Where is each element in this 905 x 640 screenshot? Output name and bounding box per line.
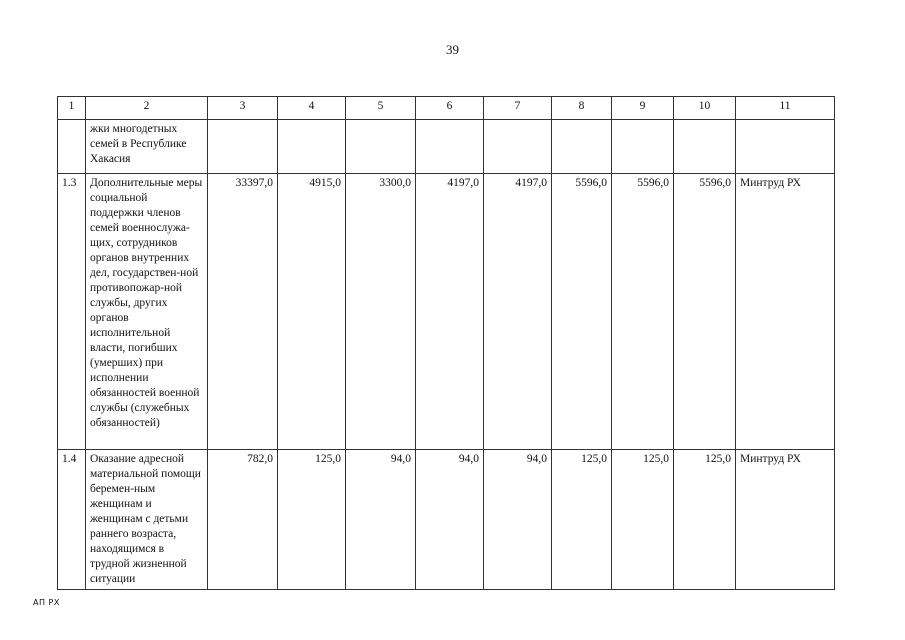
value-cell: 125,0 bbox=[552, 450, 612, 590]
value-cell: 94,0 bbox=[484, 450, 552, 590]
column-header: 1 bbox=[58, 97, 86, 120]
column-header: 4 bbox=[278, 97, 346, 120]
value-cell: 33397,0 bbox=[208, 174, 278, 450]
value-cell: 782,0 bbox=[208, 450, 278, 590]
value-cell: 4915,0 bbox=[278, 174, 346, 450]
value-cell: 3300,0 bbox=[346, 174, 416, 450]
value-cell bbox=[674, 120, 736, 174]
value-cell: 125,0 bbox=[612, 450, 674, 590]
page-number: 39 bbox=[446, 42, 459, 57]
program-table bbox=[57, 96, 835, 590]
row-index: 1.3 bbox=[58, 174, 86, 450]
value-cell bbox=[346, 120, 416, 174]
column-header: 6 bbox=[416, 97, 484, 120]
row-name: Оказание адресной материальной помощи беремен-ным женщинам и женщинам с детьми раннего возраста, находящимся в трудной жизненной ситуации bbox=[86, 450, 208, 590]
table-row bbox=[58, 120, 835, 174]
column-header: 10 bbox=[674, 97, 736, 120]
value-cell bbox=[612, 120, 674, 174]
table-row bbox=[58, 174, 835, 450]
value-cell bbox=[552, 120, 612, 174]
value-cell: 94,0 bbox=[416, 450, 484, 590]
column-header: 2 bbox=[86, 97, 208, 120]
value-cell: 125,0 bbox=[278, 450, 346, 590]
column-header: 7 bbox=[484, 97, 552, 120]
value-cell bbox=[484, 120, 552, 174]
row-index: 1.4 bbox=[58, 450, 86, 590]
column-header: 3 bbox=[208, 97, 278, 120]
row-index bbox=[58, 120, 86, 174]
footer-mark: АП РХ bbox=[33, 598, 60, 607]
value-cell: 5596,0 bbox=[552, 174, 612, 450]
value-cell: 5596,0 bbox=[674, 174, 736, 450]
column-header: 5 bbox=[346, 97, 416, 120]
value-cell bbox=[208, 120, 278, 174]
column-header: 11 bbox=[736, 97, 835, 120]
value-cell: 4197,0 bbox=[416, 174, 484, 450]
row-name: жки многодетных семей в Республике Хакасия bbox=[86, 120, 208, 174]
table-header-row bbox=[58, 97, 835, 120]
value-cell bbox=[416, 120, 484, 174]
value-cell: 94,0 bbox=[346, 450, 416, 590]
value-cell: 5596,0 bbox=[612, 174, 674, 450]
column-header: 9 bbox=[612, 97, 674, 120]
value-cell bbox=[278, 120, 346, 174]
executor-cell bbox=[736, 120, 835, 174]
value-cell: 125,0 bbox=[674, 450, 736, 590]
executor-cell: Минтруд РХ bbox=[736, 450, 835, 590]
executor-cell: Минтруд РХ bbox=[736, 174, 835, 450]
row-name: Дополнительные меры социальной поддержки членов семей военнослужа-щих, сотрудников органов внутренних дел, государствен-ной противопожар-ной службы, других органов исполнительной власти, погибших (умерших) при исполнении обязанностей военной службы (служебных обязанностей) bbox=[86, 174, 208, 450]
column-header: 8 bbox=[552, 97, 612, 120]
value-cell: 4197,0 bbox=[484, 174, 552, 450]
table-row bbox=[58, 450, 835, 590]
